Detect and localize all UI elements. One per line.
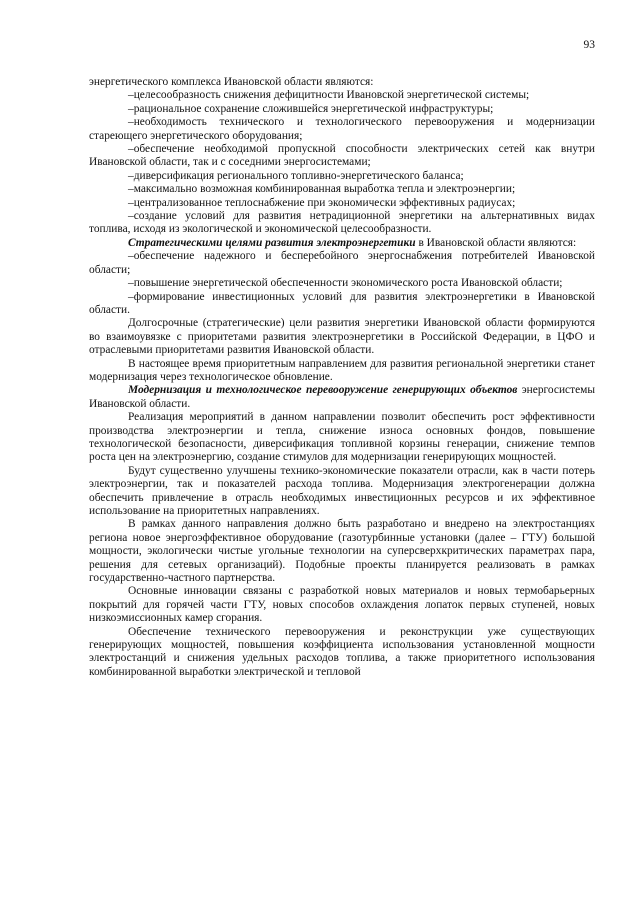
list-item	[89, 197, 595, 210]
paragraph	[89, 465, 595, 519]
paragraph	[89, 518, 595, 585]
list-item	[89, 103, 595, 116]
paragraph	[89, 76, 595, 89]
list-item	[89, 89, 595, 102]
list-item-text: целесообразность снижения дефицитности Ивановской энергетической системы;	[133, 89, 530, 102]
list-item	[89, 250, 595, 277]
emphasized-heading: Модернизация и технологическое перевооружение генерирующих объектов	[128, 384, 518, 397]
list-item-text: повышение энергетической обеспеченности экономического роста Ивановской области;	[133, 277, 563, 290]
list-item	[89, 170, 595, 183]
dash-marker: –	[128, 210, 134, 223]
list-item	[89, 116, 595, 143]
dash-marker: –	[128, 250, 134, 263]
paragraph-text: в Ивановской области являются:	[415, 236, 577, 249]
paragraph	[89, 411, 595, 465]
dash-marker: –	[128, 102, 134, 115]
paragraph	[89, 585, 595, 625]
paragraph-text: Реализация мероприятий в данном направлении позволит обеспечить рост эффективности производства электроэнергии и тепла, снижение износа основных фондов, повышение технологической безопасности, диверсификация топливной корзины генерации, снижение темпов роста цен на электроэнергию, создание стимулов для модернизации генерирующих мощностей.	[89, 411, 595, 464]
dash-marker: –	[128, 169, 134, 182]
list-item-text: обеспечение надежного и бесперебойного энергоснабжения потребителей Ивановской области;	[89, 250, 595, 276]
paragraph-text: Будут существенно улучшены технико-экономические показатели отрасли, как в части потерь электроэнергии, так и показателей расхода топлива. Модернизация электрогенерации должна обеспечить привлечение в отрасль необходимых инвестиционных ресурсов и их эффективное использование на приоритетных направлениях.	[89, 464, 595, 517]
dash-marker: –	[128, 277, 134, 290]
paragraph	[89, 384, 595, 411]
dash-marker: –	[128, 116, 134, 129]
paragraph	[89, 317, 595, 357]
list-item-text: создание условий для развития нетрадиционной энергетики на альтернативных видах топлива, исходя из экологической и экономической целесообразности.	[89, 210, 595, 236]
paragraph	[89, 237, 595, 250]
list-item	[89, 210, 595, 237]
paragraph-text: В настоящее время приоритетным направлением для развития региональной энергетики станет модернизация через технологическое обновление.	[89, 357, 595, 383]
dash-marker: –	[128, 290, 134, 303]
paragraph-text: Обеспечение технического перевооружения и реконструкции уже существующих генерирующих мощностей, повышения коэффициента использования установленной мощности электростанций и снижения удельных расходов топлива, а также приоритетного использования комбинированной выработки электрической и тепловой	[89, 625, 595, 678]
paragraph-text: В рамках данного направления должно быть разработано и внедрено на электростанциях региона новое энергоэффективное оборудование (газотурбинные установки (далее – ГТУ) большой мощности, экологически чистые угольные технологии на суперсверхкритических параметрах пара, решения для сетевых организаций). Подобные проекты планируется реализовать в рамках государственно-частного партнерства.	[89, 518, 595, 585]
paragraph-text: Основные инновации связаны с разработкой новых материалов и новых термобарьерных покрытий для горячей части ГТУ, новых способов охлаждения лопаток первых ступеней, новых низкоэмиссионных камер сгорания.	[89, 585, 595, 625]
list-item	[89, 183, 595, 196]
list-item-text: диверсификация регионального топливно-энергетического баланса;	[133, 169, 464, 182]
dash-marker: –	[128, 196, 134, 209]
list-item-text: обеспечение необходимой пропускной способности электрических сетей как внутри Ивановской области, так и с соседними энергосистемами;	[89, 143, 595, 169]
emphasized-heading: Стратегическими целями развития электроэнергетики	[128, 236, 416, 249]
list-item	[89, 143, 595, 170]
paragraph	[89, 626, 595, 680]
dash-marker: –	[128, 143, 134, 156]
list-item	[89, 291, 595, 318]
list-item-text: максимально возможная комбинированная выработка тепла и электроэнергии;	[133, 183, 516, 196]
list-item-text: централизованное теплоснабжение при экономически эффективных радиусах;	[133, 196, 516, 209]
paragraph-text: энергетического комплекса Ивановской области являются:	[89, 76, 374, 88]
paragraph-text: Долгосрочные (стратегические) цели развития энергетики Ивановской области формируются во взаимоувязке с приоритетами развития электроэнергетики в Российской Федерации, в ЦФО и отраслевыми приоритетами развития Ивановской области.	[89, 317, 595, 357]
list-item-text: необходимость технического и технологического перевооружения и модернизации стареющего энергетического оборудования;	[89, 116, 595, 142]
list-item-text: формирование инвестиционных условий для развития электроэнергетики в Ивановской области.	[89, 290, 595, 316]
paragraph	[89, 358, 595, 385]
body-text	[89, 76, 595, 679]
page-number: 93	[583, 39, 595, 51]
list-item	[89, 277, 595, 290]
dash-marker: –	[128, 183, 134, 196]
paragraph-text: энергосистемы Ивановской области.	[89, 384, 595, 410]
dash-marker: –	[128, 89, 134, 102]
list-item-text: рациональное сохранение сложившейся энергетической инфраструктуры;	[133, 102, 494, 115]
